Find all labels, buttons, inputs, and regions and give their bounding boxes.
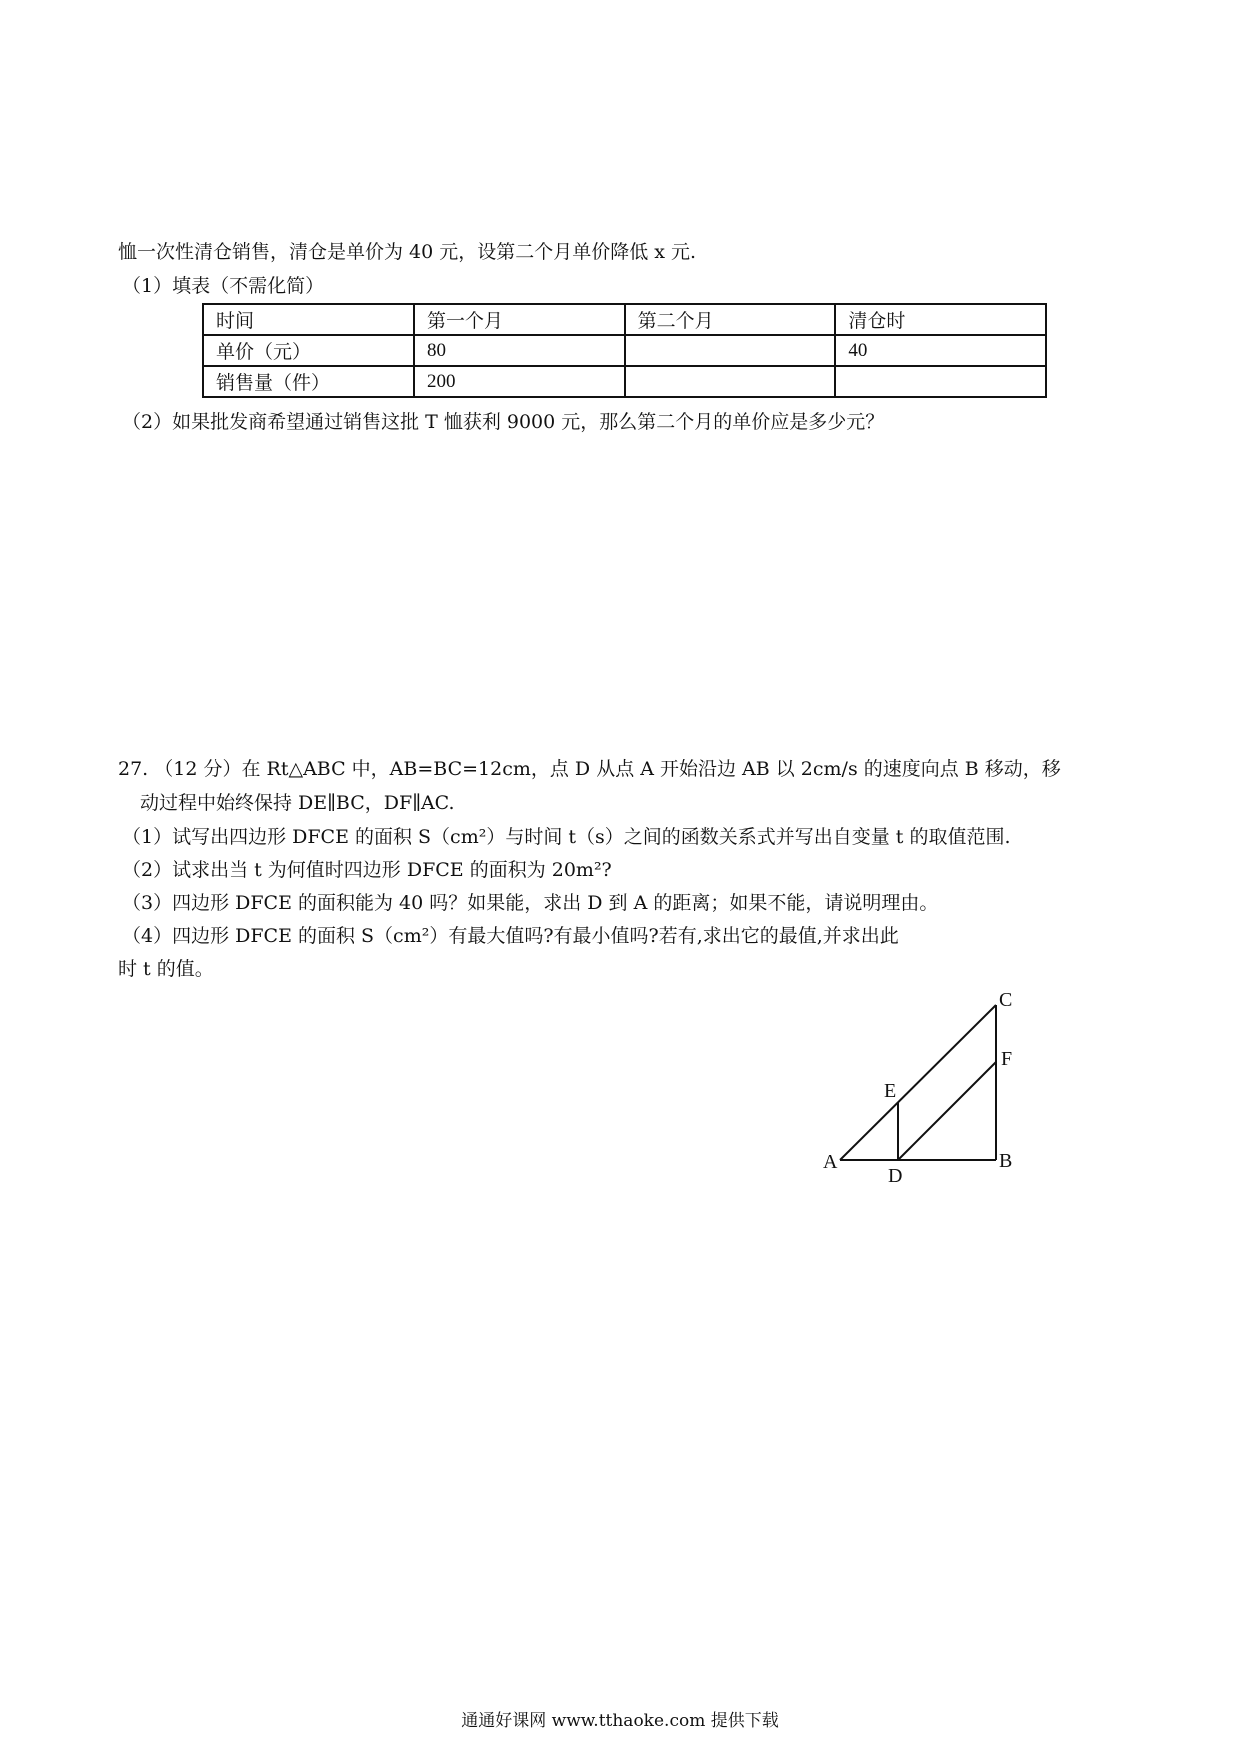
- page-footer: 通通好课网 www.tthaoke.com 提供下载: [461, 1711, 779, 1731]
- label-d: D: [888, 1165, 903, 1185]
- table-header-row: [203, 304, 1046, 335]
- table-row: [203, 335, 1046, 366]
- table-header-cell: 清仓时: [835, 304, 1046, 335]
- table-cell: 单价（元）: [203, 335, 414, 366]
- segment-df: [898, 1062, 996, 1160]
- fill-in-table: [202, 303, 1047, 398]
- q27-part3: （3）四边形 DFCE 的面积能为 40 吗？如果能，求出 D 到 A 的距离；如果不能，请说明理由。: [122, 892, 939, 914]
- q27-line1: 27. （12 分）在 Rt△ABC 中，AB=BC=12cm，点 D 从点 A 开始沿边 AB 以 2cm/s 的速度向点 B 移动，移: [118, 758, 1061, 780]
- table-cell: [625, 366, 836, 397]
- q27-line2: 动过程中始终保持 DE∥BC，DF∥AC.: [140, 792, 455, 814]
- q26-part2: （2）如果批发商希望通过销售这批 T 恤获利 9000 元，那么第二个月的单价应是多少元？: [122, 411, 885, 433]
- table-header-cell: 时间: [203, 304, 414, 335]
- triangle-figure: [820, 985, 1020, 1185]
- label-f: F: [1001, 1048, 1013, 1070]
- table-cell: [625, 335, 836, 366]
- table-header-cell: 第一个月: [414, 304, 625, 335]
- table-row: [203, 366, 1046, 397]
- label-a: A: [823, 1151, 838, 1173]
- label-e: E: [884, 1080, 897, 1102]
- table-header-cell: 第二个月: [625, 304, 836, 335]
- table-cell: [835, 366, 1046, 397]
- q27-part1: （1）试写出四边形 DFCE 的面积 S（cm²）与时间 t（s）之间的函数关系式并写出自变量 t 的取值范围.: [122, 826, 1011, 848]
- segment-ac: [840, 1005, 996, 1160]
- q27-part2: （2）试求出当 t 为何值时四边形 DFCE 的面积为 20m²?: [122, 859, 612, 881]
- table-cell: 销售量（件）: [203, 366, 414, 397]
- q26-intro: 恤一次性清仓销售，清仓是单价为 40 元，设第二个月单价降低 x 元.: [118, 241, 697, 263]
- q27-part4b: 时 t 的值。: [118, 958, 214, 980]
- label-b: B: [999, 1150, 1013, 1172]
- label-c: C: [999, 989, 1013, 1011]
- table-cell: 200: [414, 366, 625, 397]
- q27-part4a: （4）四边形 DFCE 的面积 S（cm²）有最大值吗?有最小值吗?若有,求出它的最值,并求出此: [122, 925, 899, 947]
- q26-part1: （1）填表（不需化简）: [122, 275, 325, 297]
- table-cell: 40: [835, 335, 1046, 366]
- table-cell: 80: [414, 335, 625, 366]
